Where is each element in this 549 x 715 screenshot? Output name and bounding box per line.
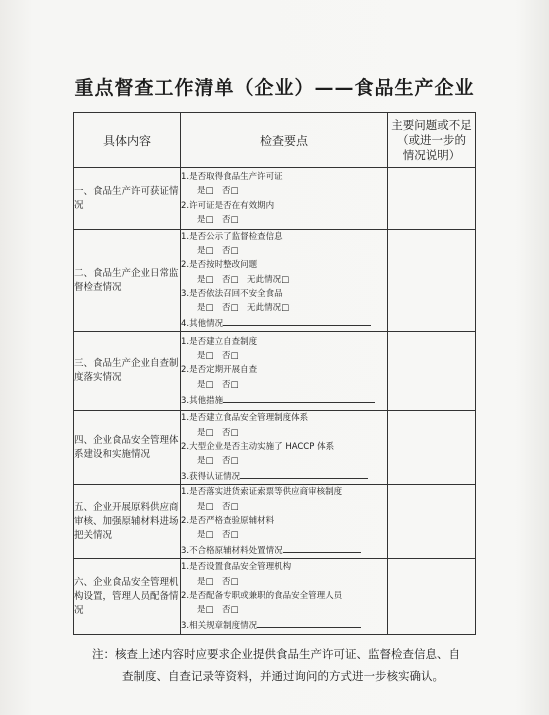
footer-note-line: 注：核查上述内容时应要求企业提供食品生产许可证、监督检查信息、自 [92,647,460,661]
footer-note-line: 查制度、自查记录等资料，并通过询问的方式进一步核实确认。 [122,669,444,683]
row-check-points [181,559,388,635]
table-row [74,411,476,485]
notes-cell[interactable] [388,168,476,230]
row-check-points [181,332,388,411]
yes-no-checkbox[interactable]: 是□ 否□ [197,351,239,362]
yes-no-checkbox[interactable]: 是□ 否□ [197,530,239,541]
table-row [74,485,476,559]
row-content: 五、企业开展原料供应商审核、加强原辅材料进场把关情况 [74,485,181,559]
yes-no-checkbox[interactable]: 是□ 否□ [197,501,239,512]
table-row [74,230,476,332]
yes-no-checkbox[interactable]: 是□ 否□ [197,246,239,257]
check-question: 3.是否依法召回不安全食品 [181,288,283,299]
other-line [181,468,387,484]
table-row [74,168,476,230]
other-line [181,315,387,331]
other-label: 3.其他措施 [181,395,224,406]
check-question: 1.是否落实进货索证索票等供应商审核制度 [181,487,343,498]
notes-cell[interactable] [388,332,476,411]
blank-fill-line[interactable] [223,392,375,403]
yes-no-checkbox[interactable]: 是□ 否□ 无此情况□ [197,303,290,314]
blank-fill-line[interactable] [240,468,368,479]
check-question: 2.是否按时整改问题 [181,260,258,271]
row-content: 一、食品生产许可获证情况 [74,168,181,230]
check-question: 1.是否公示了监督检查信息 [181,232,283,242]
check-question: 2.是否配备专职或兼职的食品安全管理人员 [181,590,343,601]
yes-no-checkbox[interactable]: 是□ 否□ [197,605,239,616]
table-header-row [74,113,476,168]
other-line [181,617,387,633]
check-question: 1.是否建立食品安全管理制度体系 [181,413,309,424]
blank-fill-line[interactable] [257,617,361,628]
other-label: 3.获得认证情况 [181,472,241,483]
row-content: 四、企业食品安全管理体系建设和实施情况 [74,411,181,485]
yes-no-checkbox[interactable]: 是□ 否□ [197,186,239,197]
yes-no-checkbox[interactable]: 是□ 否□ [197,576,239,587]
header-check-points: 检查要点 [181,113,388,168]
check-question: 1.是否设置食品安全管理机构 [181,562,292,573]
table-row [74,332,476,411]
checklist-table [73,112,476,635]
row-content: 六、企业食品安全管理机构设置，管理人员配备情况 [74,559,181,635]
table-row [74,559,476,635]
check-question: 2.大型企业是否主动实施了 HACCP 体系 [181,441,335,452]
check-question: 2.许可证是否在有效期内 [181,200,275,211]
notes-cell[interactable] [388,485,476,559]
page-title: 重点督查工作清单（企业）——食品生产企业 [74,77,475,99]
row-content: 三、食品生产企业自查制度落实情况 [74,332,181,411]
check-question: 2.是否严格查验原辅材料 [181,515,275,526]
check-question: 1.是否建立自查制度 [181,336,258,347]
row-check-points [181,230,388,332]
other-label: 3.相关规章制度情况 [181,621,258,632]
row-check-points [181,485,388,559]
check-question: 1.是否取得食品生产许可证 [181,172,283,183]
other-line [181,392,387,408]
notes-cell[interactable] [388,559,476,635]
blank-fill-line[interactable] [283,542,361,553]
header-content: 具体内容 [74,113,181,168]
yes-no-checkbox[interactable]: 是□ 否□ [197,427,239,438]
check-question: 2.是否定期开展自查 [181,365,258,376]
yes-no-checkbox[interactable]: 是□ 否□ [197,214,239,225]
blank-fill-line[interactable] [223,315,371,326]
notes-cell[interactable] [388,411,476,485]
yes-no-checkbox[interactable]: 是□ 否□ [197,379,239,390]
yes-no-checkbox[interactable]: 是□ 否□ 无此情况□ [197,274,290,285]
other-label: 3.不合格原辅材料处置情况 [181,546,283,557]
row-check-points [181,411,388,485]
other-label: 4.其他情况 [181,319,224,330]
notes-cell[interactable] [388,230,476,332]
header-problems: 主要问题或不足 （或进一步的 情况说明） [388,113,476,168]
yes-no-checkbox[interactable]: 是□ 否□ [197,456,239,467]
row-check-points [181,168,388,230]
row-content: 二、食品生产企业日常监督检查情况 [74,230,181,332]
other-line [181,542,387,558]
footer-note [92,643,490,687]
